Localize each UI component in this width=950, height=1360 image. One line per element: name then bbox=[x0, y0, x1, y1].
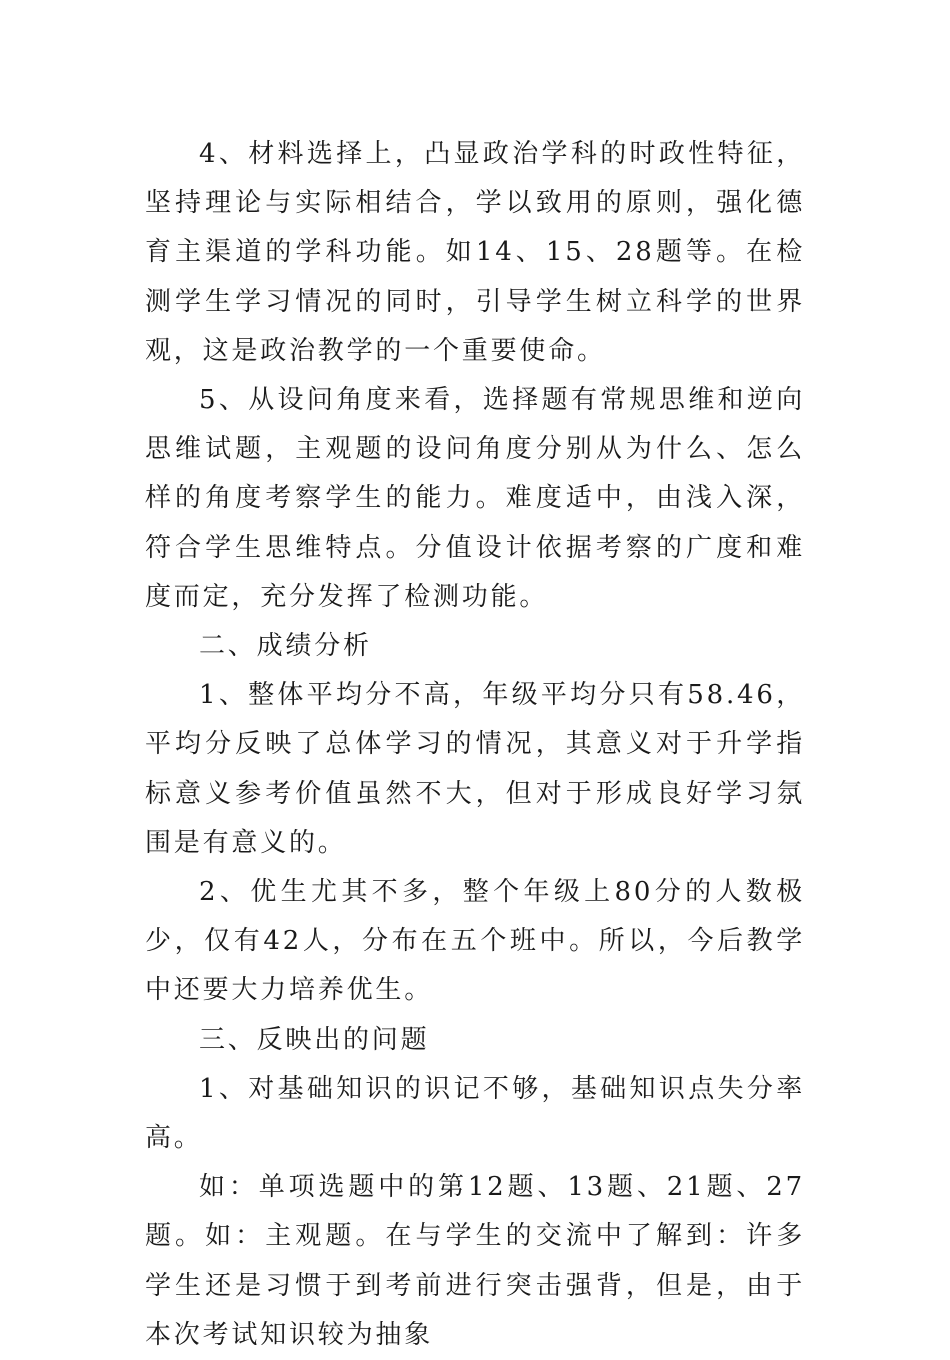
paragraph-question-angle: 5、从设问角度来看，选择题有常规思维和逆向思维试题，主观题的设问角度分别从为什么、怎么样的角度考察学生的能力。难度适中，由浅入深，符合学生思维特点。分值设计依据考察的广度和难度而定，充分发挥了检测功能。 bbox=[145, 385, 805, 612]
paragraph-average-score: 1、整体平均分不高，年级平均分只有58.46，平均分反映了总体学习的情况，其意义对于升学指标意义参考价值虽然不大，但对于形成良好学习氛围是有意义的。 bbox=[145, 680, 805, 858]
paragraph-top-students: 2、优生尤其不多，整个年级上80分的人数极少，仅有42人，分布在五个班中。所以，今后教学中还要大力培养优生。 bbox=[145, 877, 805, 1006]
paragraph-examples: 如：单项选题中的第12题、13题、21题、27题。如：主观题。在与学生的交流中了解到：许多学生还是习惯于到考前进行突击强背，但是，由于本次考试知识较为抽象 bbox=[145, 1172, 805, 1350]
paragraph-material-selection: 4、材料选择上，凸显政治学科的时政性特征，坚持理论与实际相结合，学以致用的原则，强化德育主渠道的学科功能。如14、15、28题等。在检测学生学习情况的同时，引导学生树立科学的世界观，这是政治教学的一个重要使命。 bbox=[145, 139, 805, 366]
document-body bbox=[145, 130, 805, 1360]
paragraph-basic-knowledge: 1、对基础知识的识记不够，基础知识点失分率高。 bbox=[145, 1073, 805, 1154]
section-heading-problems: 三、反映出的问题 bbox=[199, 1024, 430, 1055]
section-heading-score-analysis: 二、成绩分析 bbox=[199, 631, 372, 662]
